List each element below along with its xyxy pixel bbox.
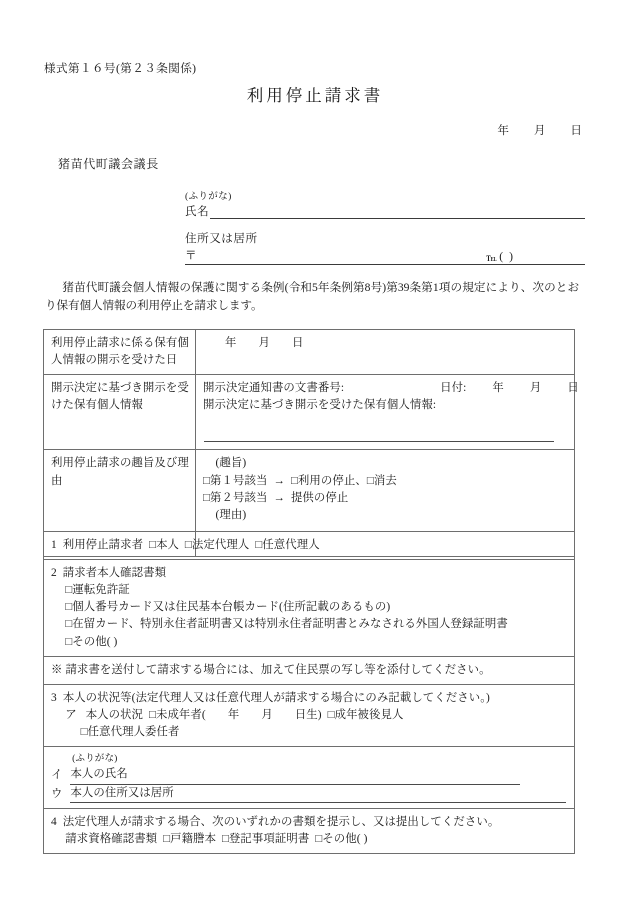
item-3-a-line[interactable] (51, 707, 568, 724)
item-3-number: 3 (51, 691, 57, 704)
page-title: 利用停止請求書 (246, 86, 384, 105)
item-4-number: 4 (51, 815, 57, 828)
item-4-line (51, 814, 568, 831)
statement-text: 猪苗代町議会個人情報の保護に関する条例(令和5年条例第8号)第39条第1項の規定により、次のとおり保有個人情報の利用停止を請求します。 (45, 281, 579, 312)
arrow-icon: → (273, 491, 285, 504)
item-3-u-prefix: ウ (51, 787, 63, 800)
disclosure-date-value[interactable] (196, 330, 575, 375)
document-date-year: 年 (492, 382, 504, 395)
item-2-number: 2 (51, 567, 57, 580)
person-name-input[interactable] (130, 772, 520, 785)
table-row (44, 808, 575, 853)
form-number: 様式第１６号(第２３条関係) (44, 62, 197, 75)
table-row (44, 656, 575, 684)
applicant-address-label: 住所又は居所 (185, 232, 258, 245)
table-row (44, 375, 575, 450)
purpose-item-2[interactable] (203, 490, 568, 507)
applicant-address-row[interactable] (185, 247, 585, 265)
disclosed-personal-info-input[interactable] (204, 440, 554, 442)
checkbox-other-id[interactable]: □その他( ) (65, 635, 118, 648)
person-address-input[interactable] (176, 790, 566, 803)
disclosure-table (43, 329, 579, 557)
minor-birth-year: 年 (227, 708, 240, 721)
checkbox-residence-card[interactable]: □在留カード、特別永住者証明書又は特別永住者証明書とみなされる外国人登録証明書 (65, 618, 508, 631)
document-date-month: 月 (529, 382, 542, 395)
table-row (44, 747, 575, 809)
person-name-row[interactable] (51, 766, 568, 784)
note-cell (44, 656, 575, 684)
checkbox-item-2[interactable]: □第２号該当 (203, 491, 268, 504)
person-furigana-label: (ふりがな) (72, 753, 118, 765)
zip-symbol: 〒 (185, 249, 197, 262)
item-1-number: 1 (51, 539, 57, 551)
purpose-reason-label: 利用停止請求の趣旨及び理由 (44, 450, 196, 557)
checkbox-my-number-card[interactable]: □個人番号カード又は住民基本台帳カード(住所記載のあるもの) (65, 601, 391, 614)
checkbox-voluntary-delegator[interactable]: □任意代理人委任者 (80, 725, 180, 738)
item-3-name-cell[interactable] (44, 747, 575, 809)
applicant-name-input[interactable] (210, 205, 585, 219)
purpose-item-1[interactable] (203, 473, 568, 490)
disclosure-date-year: 年 (225, 337, 237, 349)
item-3-label: 本人の状況等(法定代理人又は任意代理人が請求する場合にのみ記載してください。) (62, 691, 490, 704)
minor-birth-day: 日生) (294, 708, 322, 721)
qualification-docs-label: 請求資格確認書類 (65, 832, 158, 845)
checkbox-suspend-use[interactable]: □利用の停止、 (290, 474, 367, 487)
table-row (44, 330, 575, 375)
item-3-cell[interactable] (44, 684, 575, 746)
item-3-line (51, 690, 568, 707)
item-1-cell[interactable] (44, 532, 575, 560)
checkbox-registry-certificate[interactable]: □登記事項証明書 (221, 832, 310, 845)
item-2-line (51, 565, 568, 582)
statement-paragraph (45, 279, 579, 315)
disclosed-info-label: 開示決定に基づき開示を受けた保有個人情報 (44, 375, 196, 450)
header-date-day: 日 (570, 124, 582, 137)
checkbox-erase[interactable]: □消去 (366, 474, 397, 487)
tel-label: Tel (485, 254, 496, 263)
document-date-key: 日付: (440, 382, 467, 395)
purpose-heading: (趣旨) (215, 457, 247, 470)
tel-paren-close: ) (509, 250, 513, 263)
person-address-row[interactable] (51, 785, 568, 803)
checkbox-drivers-license[interactable]: □運転免許証 (65, 584, 130, 597)
item-4-options-line[interactable] (51, 831, 568, 848)
document-number-key: 開示決定通知書の文書番号: (203, 382, 345, 395)
disclosure-date-day: 日 (292, 337, 304, 349)
table-row (44, 684, 575, 746)
checkbox-item-1[interactable]: □第１号該当 (203, 474, 268, 487)
document-number-line (203, 380, 579, 397)
arrow-icon: → (273, 474, 285, 487)
applicant-name-label: 氏名 (185, 205, 210, 218)
header-date-line (497, 122, 582, 138)
checkbox-legal-representative[interactable]: □法定代理人 (184, 539, 250, 551)
item-2-cell[interactable] (44, 560, 575, 657)
checkbox-voluntary-representative[interactable]: □任意代理人 (255, 539, 320, 551)
addressee: 猪苗代町議会議長 (58, 157, 159, 171)
checkbox-self[interactable]: □本人 (149, 539, 180, 551)
disclosed-personal-info-key: 開示決定に基づき開示を受けた保有個人情報: (203, 399, 437, 412)
tel-paren-open: ( (499, 250, 510, 263)
header-date-year: 年 (497, 124, 509, 137)
applicant-name-row (185, 203, 585, 219)
disclosed-info-value[interactable] (196, 375, 579, 450)
requester-table (43, 531, 575, 854)
applicant-furigana-label: (ふりがな) (185, 191, 232, 202)
disclosure-date-month: 月 (258, 337, 270, 349)
reason-heading: (理由) (215, 508, 247, 521)
item-1-label: 利用停止請求者 (62, 539, 144, 551)
item-4-label: 法定代理人が請求する場合、次のいずれかの書類を提示し、又は提出してください。 (62, 815, 500, 828)
item-3-i-prefix: イ (51, 769, 63, 782)
item-2-label: 請求者本人確認書類 (62, 567, 167, 580)
checkbox-minor[interactable]: □未成年者( (148, 708, 206, 721)
item-1-line (51, 537, 568, 554)
mailing-note: ※ 請求書を送付して請求する場合には、加えて住民票の写し等を添付してください。 (51, 663, 491, 676)
person-address-label: 本人の住所又は居所 (70, 785, 175, 803)
minor-birth-month: 月 (261, 708, 273, 721)
checkbox-family-register[interactable]: □戸籍謄本 (163, 832, 217, 845)
person-name-label: 本人の氏名 (70, 766, 129, 784)
disclosure-date-label: 利用停止請求に係る保有個人情報の開示を受けた日 (44, 330, 196, 375)
checkbox-other-document[interactable]: □その他( ) (315, 832, 368, 845)
checkbox-adult-ward[interactable]: □成年被後見人 (327, 708, 404, 721)
document-date-day: 日 (567, 382, 579, 395)
header-date-month: 月 (533, 124, 546, 137)
item-4-cell[interactable] (44, 808, 575, 853)
table-row (44, 560, 575, 657)
label-suspend-provision: 提供の停止 (290, 491, 349, 504)
item-3-a-label: 本人の状況 (85, 708, 144, 721)
applicant-block (185, 188, 585, 265)
item-3-a-prefix: ア (65, 708, 77, 721)
table-row (44, 532, 575, 560)
